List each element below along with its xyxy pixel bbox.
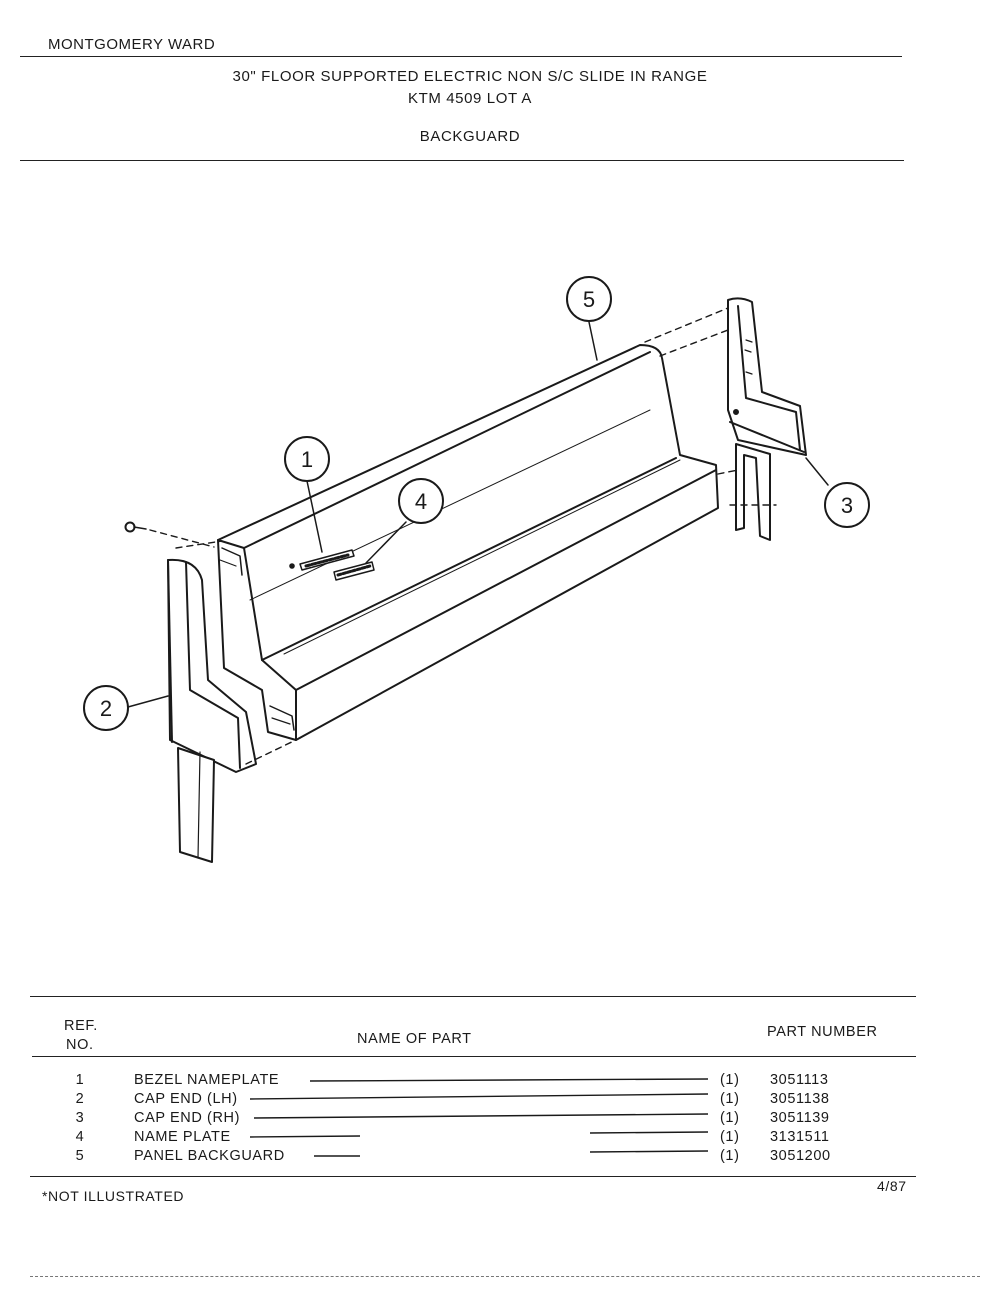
cap-end-rh-drawing [728,298,806,540]
backguard-exploded-diagram [0,160,1000,960]
table-leader-lines [0,1060,1000,1170]
row-ref: 3 [75,1110,85,1126]
row-part-name: BEZEL NAMEPLATE [134,1072,280,1088]
callout-3-label: 3 [840,493,854,518]
row-part-number: 3051138 [770,1091,830,1107]
page-title: 30" FLOOR SUPPORTED ELECTRIC NON S/C SLIDE IN RANGE [232,68,708,85]
row-ref: 1 [75,1072,85,1088]
header-rule-top [20,56,902,57]
row-quantity: (1) [720,1072,740,1088]
screw-drawing [126,523,147,532]
row-part-name: NAME PLATE [134,1129,231,1145]
row-quantity: (1) [720,1110,740,1126]
row-quantity: (1) [720,1091,740,1107]
section-title: BACKGUARD [419,128,521,145]
table-header-rule [32,1056,916,1057]
table-rule-top [30,996,916,997]
table-rule-bottom [30,1176,916,1177]
row-ref: 2 [75,1091,85,1107]
row-part-name: CAP END (LH) [134,1091,238,1107]
not-illustrated-note: *NOT ILLUSTRATED [42,1188,185,1204]
model-number: KTM 4509 LOT A [407,90,532,107]
row-quantity: (1) [720,1148,740,1164]
revision-date: 4/87 [877,1178,907,1194]
page-bottom-rule [30,1276,980,1277]
row-part-number: 3051139 [770,1110,830,1126]
row-part-name: CAP END (RH) [134,1110,241,1126]
callout-4-label: 4 [414,489,428,514]
row-ref: 5 [75,1148,85,1164]
ref-no-header: NO. [66,1037,94,1053]
panel-backguard-drawing [218,345,718,740]
row-quantity: (1) [720,1129,740,1145]
row-part-number: 3051200 [770,1148,831,1164]
row-part-number: 3051113 [770,1072,829,1088]
row-part-name: PANEL BACKGUARD [134,1148,285,1164]
row-ref: 4 [75,1129,85,1145]
callout-5-label: 5 [582,287,596,312]
brand-name: MONTGOMERY WARD [48,36,216,53]
ref-header: REF. [64,1018,98,1034]
name-of-part-header: NAME OF PART [357,1031,472,1047]
callout-2-label: 2 [99,696,113,721]
part-number-header: PART NUMBER [767,1024,878,1040]
callout-1-label: 1 [300,447,314,472]
row-part-number: 3131511 [770,1129,830,1145]
